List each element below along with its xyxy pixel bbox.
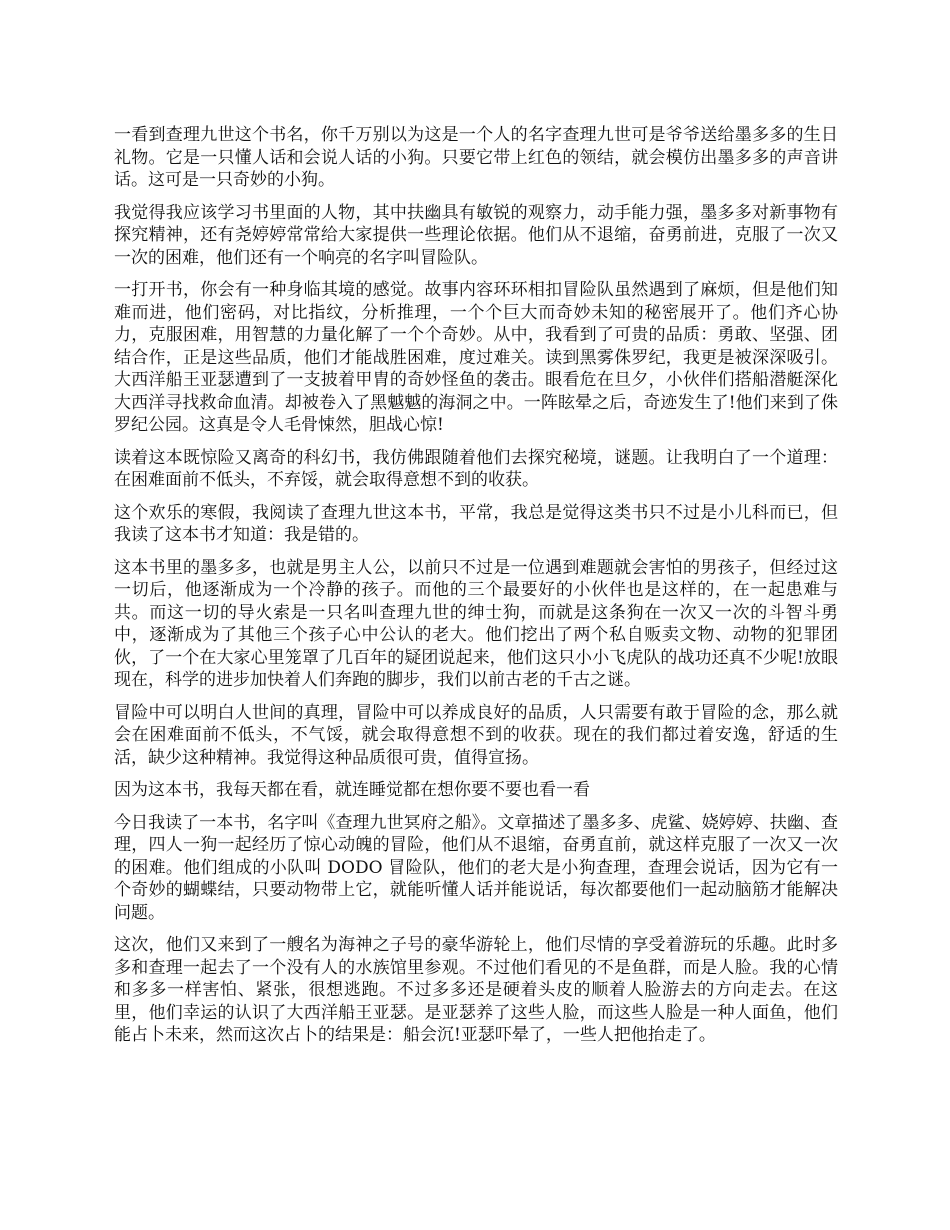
document-body — [114, 124, 838, 1057]
paragraph-10: 这次，他们又来到了一艘名为海神之子号的豪华游轮上，他们尽情的享受着游玩的乐趣。此时多多和查理一起去了一个没有人的水族馆里参观。不过他们看见的不是鱼群，而是人脸。我的心情和多多一样害怕、紧张，很想逃跑。不过多多还是硬着头皮的顺着人脸游去的方向走去。在这里，他们幸运的认识了大西洋船王亚瑟。是亚瑟养了这些人脸，而这些人脸是一种人面鱼，他们能占卜未来，然而这次占卜的结果是：船会沉!亚瑟吓晕了，一些人把他抬走了。 — [114, 935, 838, 1045]
paragraph-7: 冒险中可以明白人世间的真理，冒险中可以养成良好的品质，人只需要有敢于冒险的念，那么就会在困难面前不低头，不气馁，就会取得意想不到的收获。现在的我们都过着安逸，舒适的生活，缺少这种精神。我觉得这种品质很可贵，值得宣扬。 — [114, 702, 838, 768]
paragraph-5: 这个欢乐的寒假，我阅读了查理九世这本书，平常，我总是觉得这类书只不过是小儿科而已，但我读了这本书才知道：我是错的。 — [114, 502, 838, 545]
paragraph-2: 我觉得我应该学习书里面的人物，其中扶幽具有敏锐的观察力，动手能力强，墨多多对新事物有探究精神，还有尧婷婷常常给大家提供一些理论依据。他们从不退缩，奋勇前进，克服了一次又一次的困难，他们还有一个响亮的名字叫冒险队。 — [114, 202, 838, 268]
paragraph-6: 这本书里的墨多多，也就是男主人公，以前只不过是一位遇到难题就会害怕的男孩子，但经过这一切后，他逐渐成为一个冷静的孩子。而他的三个最要好的小伙伴也是这样的，在一起患难与共。而这一切的导火索是一只名叫查理九世的绅士狗，而就是这条狗在一次又一次的斗智斗勇中，逐渐成为了其他三个孩子心中公认的老大。他们挖出了两个私自贩卖文物、动物的犯罪团伙，了一个在大家心里笼罩了几百年的疑团说起来，他们这只小小飞虎队的战功还真不少呢!放眼现在，科学的进步加快着人们奔跑的脚步，我们以前古老的千古之谜。 — [114, 557, 838, 690]
paragraph-9: 今日我读了一本书，名字叫《查理九世冥府之船》。文章描述了墨多多、虎鲨、娆婷婷、扶幽、查理，四人一狗一起经历了惊心动魄的冒险，他们从不退缩，奋勇直前，就这样克服了一次又一次的困难。他们组成的小队叫 DODO 冒险队，他们的老大是小狗查理，查理会说话，因为它有一个奇妙的蝴蝶结，只要动物带上它，就能听懂人话并能说话，每次都要他们一起动脑筋才能解决问题。 — [114, 812, 838, 923]
paragraph-8: 因为这本书，我每天都在看，就连睡觉都在想你要不要也看一看 — [114, 780, 590, 800]
paragraph-4: 读着这本既惊险又离奇的科幻书，我仿佛跟随着他们去探究秘境，谜题。让我明白了一个道理：在困难面前不低头，不弃馁，就会取得意想不到的收获。 — [114, 447, 838, 490]
paragraph-3: 一打开书，你会有一种身临其境的感觉。故事内容环环相扣冒险队虽然遇到了麻烦，但是他们知难而进，他们密码，对比指纹，分析推理，一个个巨大而奇妙未知的秘密展开了。他们齐心协力，克服困难，用智慧的力量化解了一个个奇妙。从中，我看到了可贵的品质：勇敢、坚强、团结合作，正是这些品质，他们才能战胜困难，度过难关。读到黑雾侏罗纪，我更是被深深吸引。大西洋船王亚瑟遭到了一支披着甲胄的奇妙怪鱼的袭击。眼看危在旦夕，小伙伴们搭船潜艇深化大西洋寻找救命血清。却被卷入了黑魆魆的海洞之中。一阵眩晕之后，奇迹发生了!他们来到了侏罗纪公园。这真是令人毛骨悚然，胆战心惊! — [114, 280, 838, 435]
paragraph-1: 一看到查理九世这个书名，你千万别以为这是一个人的名字查理九世可是爷爷送给墨多多的生日礼物。它是一只懂人话和会说人话的小狗。只要它带上红色的领结，就会模仿出墨多多的声音讲话。这可是一只奇妙的小狗。 — [114, 125, 838, 190]
